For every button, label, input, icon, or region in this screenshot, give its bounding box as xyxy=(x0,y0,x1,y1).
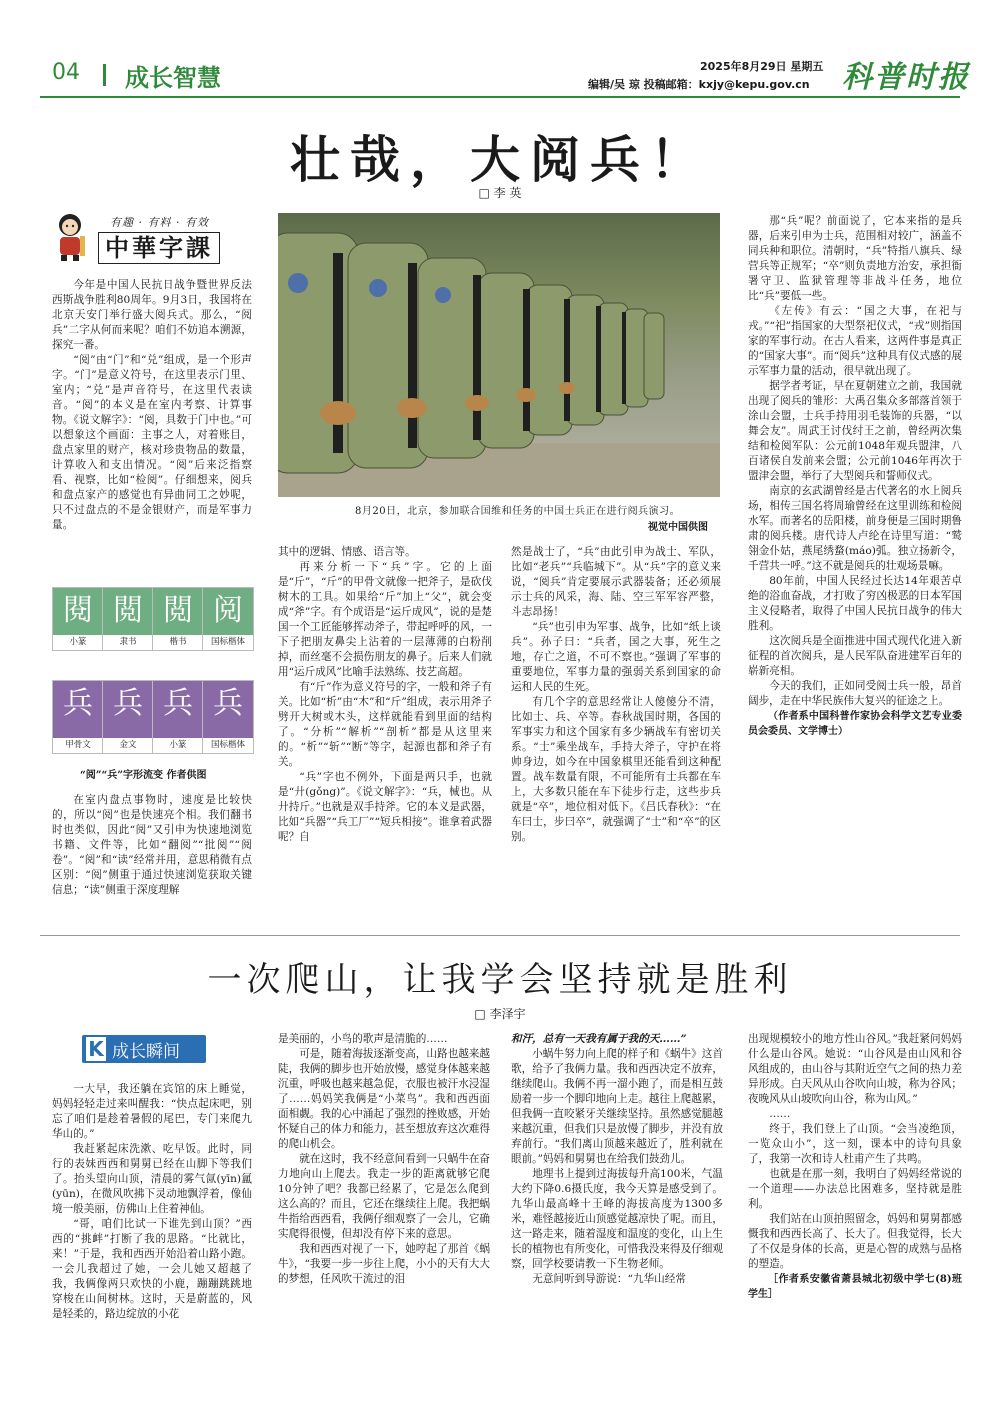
paragraph: …… xyxy=(769,1108,791,1120)
paragraph: 然是战士了，“兵”由此引申为战士、军队，比如“老兵”“兵临城下”。从“兵”字的意义来说，“阅兵”肯定要展示武器装备；还必须展示士兵的风采，海、陆、空三军军容严整，斗志昂扬！ xyxy=(511,546,721,618)
column-label-badge xyxy=(82,1035,206,1063)
paragraph: 再来分析一下“兵”字。它的上面是“斤”，“斤”的甲骨文就像一把斧子，是砍伐树木的工具。如果给“斤”加上“父”，就会变成“斧”字。有个成语是“运斤成风”，说的是楚国一个工匠能够挥动斧子，带起呼呼的风，一下子把朋友鼻尖上沾着的一层薄薄的白粉削掉，而丝毫不会损伤朋友的鼻子。后来人们就用“运斤成风”比喻手法熟练、技艺高超。 xyxy=(278,561,492,678)
glyph-tile: 兵 小篆 xyxy=(152,680,204,754)
parade-photo xyxy=(278,213,720,497)
glyph-tile: 兵 国标楷体 xyxy=(202,680,254,754)
paragraph: 我们站在山顶拍照留念，妈妈和舅舅都感慨我和西西长高了、长大了。但我觉得，长大了不仅是身体的长高，更是心智的成熟与品格的塑造。 xyxy=(748,1213,962,1270)
section-divider xyxy=(40,935,960,936)
character-mascot-icon xyxy=(50,212,90,262)
paragraph: 据学者考证，早在夏朝建立之前，我国就出现了阅兵的雏形：大禹召集众多部落首领于涂山会盟，士兵手持用羽毛装饰的兵器，“以舞会友”。周武王讨伐纣王之前，曾经两次集结和检阅军队：公元前1048年观兵盟津，八百诸侯自发前来会盟；公元前1046年再次于盟津会盟，举行了大型阅兵和誓师仪式。 xyxy=(748,380,962,482)
paragraph: 可是，随着海拔逐渐变高，山路也越来越陡，我俩的脚步也开始放慢，感觉身体越来越沉重，呼吸也越来越急促，衣服也被汗水浸湿了……妈妈笑我俩是“小菜鸟”。我和西西面面相觑。我的心中涌起了强烈的挫败感，开始怀疑自己的体力和能力，甚至想放弃这次难得的爬山机会。 xyxy=(278,1048,490,1150)
article1-col2 xyxy=(278,545,492,845)
masthead-logo: 科普时报 xyxy=(842,60,970,95)
editor-line: 编辑/吴 琼 投稿邮箱：kxjy@kepu.gov.cn xyxy=(588,78,810,91)
paragraph: 这次阅兵是全面推进中国式现代化进入新征程的首次阅兵，是人民军队奋进建军百年的崭新亮相。 xyxy=(748,635,962,677)
page-number: 04 xyxy=(52,60,80,85)
issue-date: 2025年8月29日 星期五 xyxy=(700,60,824,73)
article-title: 壮哉，大阅兵！ xyxy=(290,131,710,189)
article1-col3 xyxy=(511,545,721,845)
column-label: 成长瞬间 xyxy=(112,1041,180,1062)
article2-col1 xyxy=(52,1082,252,1322)
author-note: （作者系中国科普作家协会科学文艺专业委员会委员、文学博士） xyxy=(748,711,962,737)
glyph-tile: 閱 小篆 xyxy=(52,587,104,651)
section-title: 成长智慧 xyxy=(125,64,221,92)
paragraph: 其中的逻辑、情感、语言等。 xyxy=(278,546,416,558)
column-logo xyxy=(50,210,245,265)
glyph-tile: 兵 金文 xyxy=(102,680,154,754)
paragraph: “哥，咱们比试一下谁先到山顶？”西西的“挑衅”打断了我的思路。“比就比，来！”于是，我和西西开始沿着山路小跑。一会儿我超过了她，一会儿她又超越了我，我俩像两只欢快的小鹿，蹦蹦跳跳地穿梭在山间树林。这时，天是蔚蓝的，风是轻柔的，路边绽放的小花 xyxy=(52,1218,252,1320)
paragraph: 有“斤”作为意义符号的字，一般和斧子有关。比如“析”由“木”和“斤”组成，表示用斧子劈开大树或木头，这样就能看到里面的结构了。“分析”“解析”“剖析”都是从这里来的。“析”“斩”“断”等字，起源也都和斧子有关。 xyxy=(278,681,492,768)
author-note: ［作者系安徽省萧县城北初级中学七(8)班学生］ xyxy=(748,1274,962,1300)
paragraph: 和汗，总有一天我有属于我的天……” xyxy=(511,1033,687,1045)
article-byline: □ 李 英 xyxy=(478,186,522,200)
header-divider xyxy=(103,64,106,86)
paragraph: “兵”也引申为军事、战争，比如“纸上谈兵”。孙子曰：“兵者，国之大事，死生之地，存亡之道，不可不察也。”强调了军事的重要地位，军事力量的强弱关系到国家的命运和人民的生死。 xyxy=(511,621,721,693)
column-name: 中華字課 xyxy=(98,232,220,264)
paragraph: 《左传》有云：“国之大事，在祀与戎。”“祀”指国家的大型祭祀仪式，“戎”则指国家的军事行动。在古人看来，这两件事是真正的“国家大事”。而“阅兵”这种具有仪式感的展示军事力量的活动，很早就出现了。 xyxy=(748,305,962,377)
paragraph: 今年是中国人民抗日战争暨世界反法西斯战争胜利80周年。9月3日，我国将在北京天安门举行盛大阅兵式。那么，“阅兵”二字从何而来呢？咱们不妨追本溯源，探究一番。 xyxy=(52,279,252,351)
glyph-tile: 阅 国标楷体 xyxy=(202,587,254,651)
glyph-caption: “阅”“兵”字形流变 作者供图 xyxy=(80,770,207,781)
article1-col1b xyxy=(52,793,252,898)
header-rule xyxy=(40,96,960,98)
article2-col4 xyxy=(748,1032,962,1302)
paragraph: 我赶紧起床洗漱、吃早饭。此时，同行的表妹西西和舅舅已经在山脚下等我们了。抬头望向山顶，清晨的雾气氤(yīn)氲(yūn)，在微风吹拂下灵动地飘浮着，像仙境一般美丽，仿佛山上住着神仙。 xyxy=(52,1143,252,1215)
paragraph: 今天的我们，正如同受阅士兵一般，昂首阔步，走在中华民族伟大复兴的征途之上。 xyxy=(748,680,962,707)
photo-credit: 视觉中国供图 xyxy=(648,522,708,533)
paragraph: “兵”字也不例外，下面是两只手，也就是“廾(gǒng)”。《说文解字》：“兵，械也。从廾持斤。”也就是双手持斧。它的本义是武器，比如“兵器”“兵工厂”“短兵相接”。谁拿着武器呢？自 xyxy=(278,771,492,843)
article1-col4 xyxy=(748,214,962,739)
paragraph: 就在这时，我不经意间看到一只蜗牛在奋力地向山上爬去。我走一步的距离就够它爬10分钟了吧？我都已经累了，它是怎么爬到这么高的？而且，它还在继续往上爬。我把蜗牛指给西西看，我俩仔细观察了一会儿，它确实爬得很慢，但却没有停下来的意思。 xyxy=(278,1153,490,1240)
article2-col3 xyxy=(511,1032,723,1287)
column-slogan: 有趣 · 有料 · 有效 xyxy=(110,216,209,229)
article2-col2 xyxy=(278,1032,490,1287)
paragraph: 有几个字的意思经常让人傻傻分不清，比如士、兵、卒等。春秋战国时期，各国的军事实力和这个国家有多少辆战车有密切关系。“士”乘坐战车，手持大斧子，守护在将帅身边，如今在中国象棋里还能看到这种配置。战车数量有限，不可能所有士兵都在车上，大多数只能在车下徒步行走，这些步兵就是“卒”，地位相对低下。《吕氏春秋》：“在车曰士，步曰卒”，就强调了“士”和“卒”的区别。 xyxy=(511,696,721,843)
paragraph: 无意间听到导游说：“九华山经常 xyxy=(532,1273,686,1285)
paragraph: 是美丽的，小鸟的歌声是清脆的…… xyxy=(278,1033,448,1045)
paragraph: 在室内盘点事物时，速度是比较快的，所以“阅”也是快速亮个相。我们翻书时也类似，因此“阅”又引申为快速地浏览书籍、文件等，比如“翻阅”“批阅”“阅卷”。“阅”和“读”经常并用，意思稍微有点区别：“阅”侧重于通过快速浏览获取关键信息；“读”侧重于深度理解 xyxy=(52,794,252,896)
photo-caption: 8月20日，北京，参加联合国维和任务的中国士兵正在进行阅兵演习。 xyxy=(355,506,681,517)
paragraph: 也就是在那一刻，我明白了妈妈经常说的一个道理——办法总比困难多，坚持就是胜利。 xyxy=(748,1168,962,1210)
paragraph: 南京的玄武湖曾经是古代著名的水上阅兵场，相传三国名将周瑜曾经在这里训练和检阅水军。而著名的岳阳楼，前身便是三国时期鲁肃的阅兵楼。唐代诗人卢纶在诗里写道：“鹫翎金仆姑，燕尾绣蝥(máo)弧。独立扬新令，千营共一呼。”这不就是阅兵的壮观场景嘛。 xyxy=(748,485,962,572)
article1-col1 xyxy=(52,278,252,533)
paragraph: 终于，我们登上了山顶。“会当凌绝顶，一览众山小”，这一刻，课本中的诗句具象了，我第一次和诗人杜甫产生了共鸣。 xyxy=(748,1123,962,1165)
paragraph: 80年前，中国人民经过长达14年艰苦卓绝的浴血奋战，才打败了穷凶极恶的日本军国主义侵略者，取得了中国人民抗日战争的伟大胜利。 xyxy=(748,575,962,632)
glyph-tile: 閲 隶书 xyxy=(102,587,154,651)
article2-title: 一次爬山，让我学会坚持就是胜利 xyxy=(207,960,793,1000)
k-logo-icon: K xyxy=(86,1037,106,1061)
paragraph: 小蜗牛努力向上爬的样子和《蜗牛》这首歌，给予了我俩力量。我和西西决定不放弃，继续爬山。我俩不再一溜小跑了，而是相互鼓励着一步一个脚印地向上走。越往上爬越累，但我俩一直咬紧牙关继续坚持。虽然感觉腿越来越沉重，但我们只是放慢了脚步，并没有放弃前行。“我们离山顶越来越近了，胜利就在眼前。”妈妈和舅舅也在给我们鼓劲儿。 xyxy=(511,1048,723,1165)
paragraph: 一大早，我还躺在宾馆的床上睡觉，妈妈轻轻走过来叫醒我：“快点起床吧，别忘了咱们是趁着暑假的尾巴，专门来爬九华山的。” xyxy=(52,1083,252,1140)
paragraph: 那“兵”呢？前面说了，它本来指的是兵器，后来引申为士兵，范围相对较广，涵盖不同兵种和职位。清朝时，“兵”特指八旗兵、绿营兵等正规军；“卒”则负责地方治安，承担衙署守卫、监狱管理等非战斗任务，地位比“兵”要低一些。 xyxy=(748,215,962,302)
glyph-tile: 閲 楷书 xyxy=(152,587,204,651)
paragraph: 出现规模较小的地方性山谷风。”我赶紧问妈妈什么是山谷风。她说：“山谷风是由山风和谷风组成的，由山谷与其附近空气之间的热力差异形成。白天风从山谷吹向山坡，称为谷风；夜晚风从山坡吹向山谷，称为山风。” xyxy=(748,1033,962,1105)
article2-byline: □ 李泽宇 xyxy=(474,1007,526,1021)
paragraph: 地理书上提到过海拔每升高100米，气温大约下降0.6摄氏度，我今天算是感受到了。九华山最高峰十王峰的海拔高度为1300多米，难怪越接近山顶感觉越凉快了呢。而且，这一路走来，随着湿度和温度的变化，山上生长的植物也有所变化，可惜我没来得及仔细观察，回学校要请教一下生物老师。 xyxy=(511,1168,723,1270)
paragraph: 我和西西对视了一下，她哼起了那首《蜗牛》，“我要一步一步往上爬，小小的天有大大的梦想，任风吹干流过的泪 xyxy=(278,1243,490,1285)
soldiers-illustration xyxy=(278,213,720,497)
paragraph: “阅”由“门”和“兑”组成，是一个形声字。“门”是意义符号，在这里表示门里、室内；“兑”是声音符号，在这里代表读音。“阅”的本义是在室内考察、计算事物。《说文解字》：“阅，具数于门中也。”可以想象这个画面：主事之人，对着账目，盘点家里的财产，核对珍贵物品的数量，计算收入和支出情况。“阅”后来泛指察看、视察，比如“检阅”。仔细想来，阅兵和盘点家产的感觉也有异曲同工之妙呢，只不过盘点的不是金银财产，而是军事力量。 xyxy=(52,354,252,531)
glyph-tile: 兵 甲骨文 xyxy=(52,680,104,754)
